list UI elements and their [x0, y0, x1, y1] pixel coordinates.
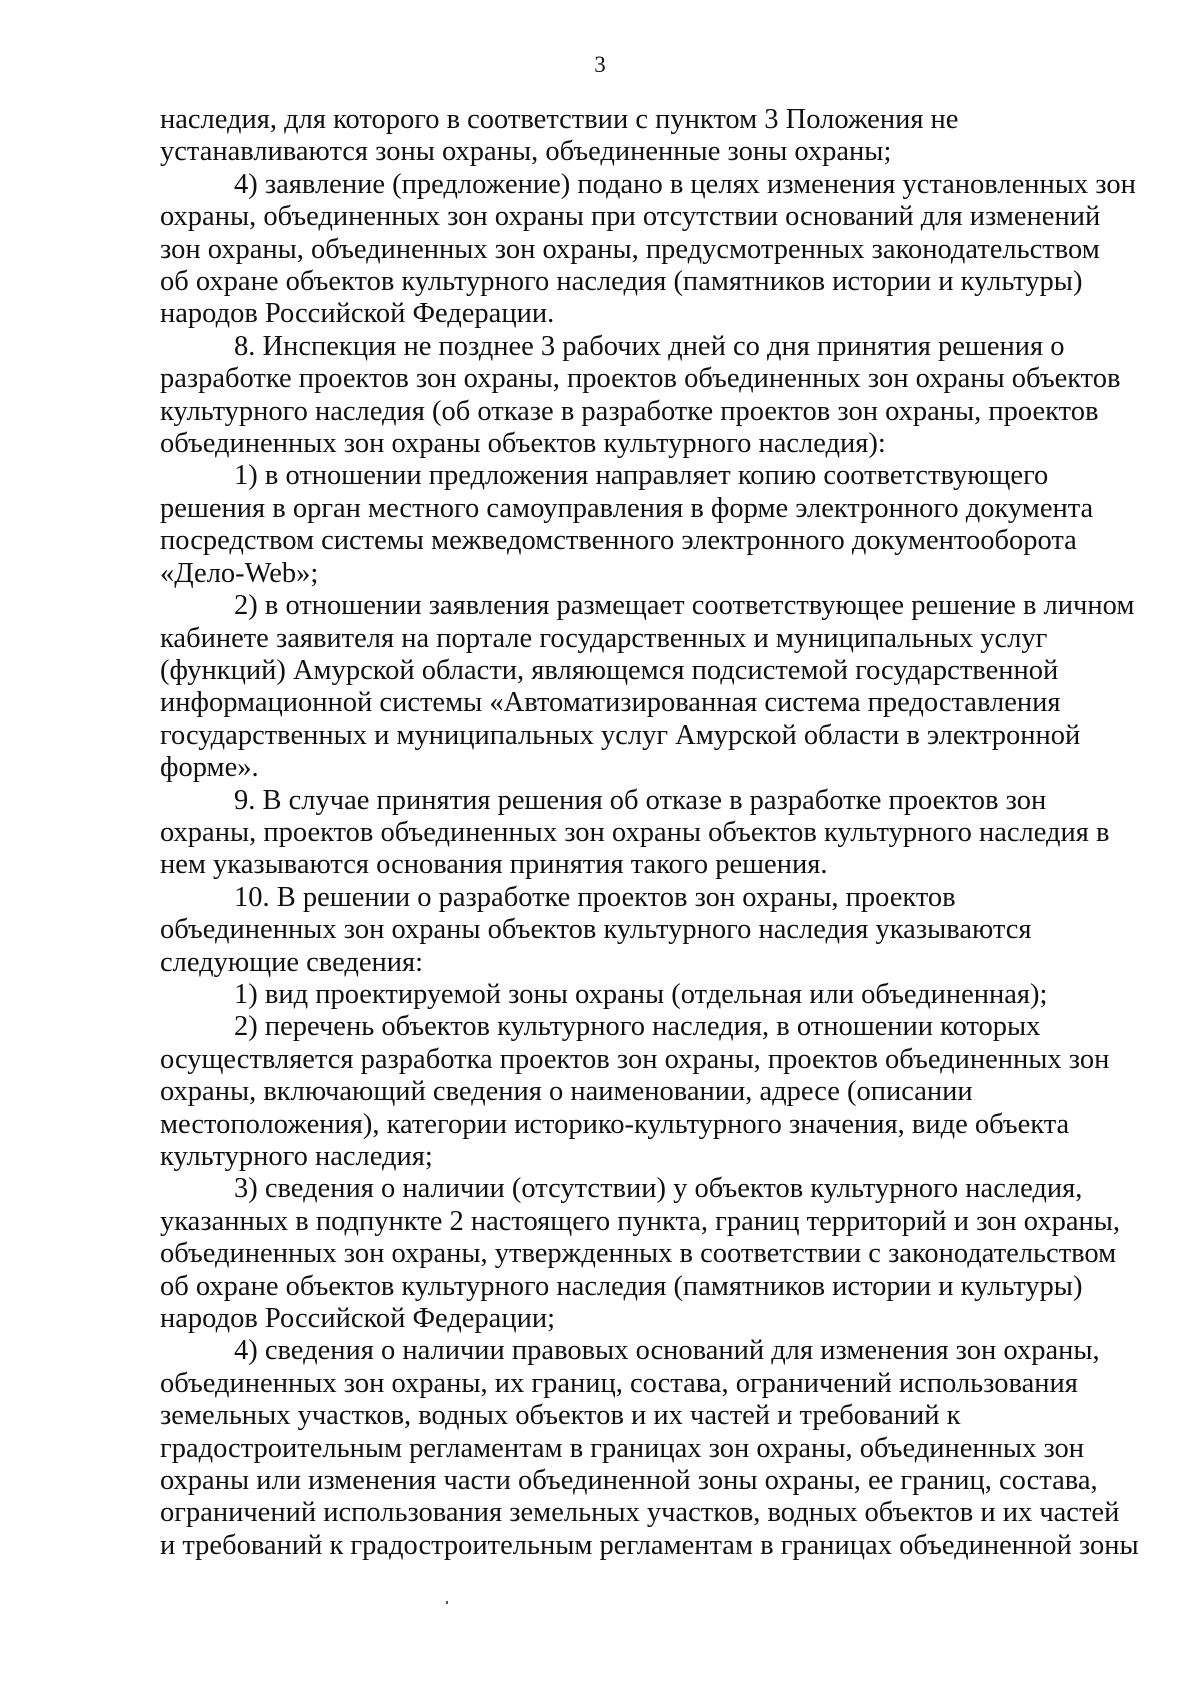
paragraph	[160, 979, 1175, 1011]
scan-speck	[446, 1601, 448, 1604]
text-line: наследия, для которого в соответствии с пунктом 3 Положения не	[160, 104, 959, 135]
paragraph	[160, 1011, 1175, 1173]
text-line: 1) вид проектируемой зоны охраны (отдельная или объединенная);	[234, 978, 1048, 1010]
text-line: об охране объектов культурного наследия (памятников истории и культуры)	[160, 1270, 1083, 1302]
text-line: 2) в отношении заявления размещает соответствующее решение в личном	[234, 590, 1135, 622]
text-line: народов Российской Федерации.	[160, 298, 555, 330]
text-line: осуществляется разработка проектов зон охраны, проектов объединенных зон	[160, 1043, 1110, 1075]
paragraph	[160, 1173, 1175, 1335]
text-line: объединенных зон охраны, их границ, состава, ограничений использования	[160, 1367, 1078, 1399]
text-line: 10. В решении о разработке проектов зон охраны, проектов	[234, 881, 956, 913]
paragraph	[160, 785, 1175, 882]
paragraph	[160, 104, 1175, 169]
text-line: посредством системы межведомственного электронного документооборота	[160, 525, 1077, 557]
text-line: информационной системы «Автоматизированная система предоставления	[160, 687, 1061, 719]
text-line: народов Российской Федерации;	[160, 1303, 556, 1335]
text-line: зон охраны, объединенных зон охраны, предусмотренных законодательством	[160, 233, 1100, 265]
text-line: объединенных зон охраны объектов культурного наследия):	[160, 428, 886, 460]
paragraph	[160, 460, 1175, 590]
document-body	[160, 104, 1175, 1562]
text-line: охраны, проектов объединенных зон охраны объектов культурного наследия в	[160, 816, 1110, 848]
text-line: 3) сведения о наличии (отсутствии) у объектов культурного наследия,	[234, 1173, 1083, 1205]
text-line: культурного наследия (об отказе в разработке проектов зон охраны, проектов	[160, 395, 1099, 427]
text-line: об охране объектов культурного наследия (памятников истории и культуры)	[160, 266, 1083, 298]
paragraph	[160, 331, 1175, 461]
text-line: 9. В случае принятия решения об отказе в разработке проектов зон	[234, 784, 1047, 816]
paragraph	[160, 169, 1175, 331]
text-line: 4) сведения о наличии правовых оснований для изменения зон охраны,	[234, 1335, 1100, 1367]
text-line: охраны или изменения части объединенной зоны охраны, ее границ, состава,	[160, 1465, 1098, 1497]
text-line: нем указываются основания принятия такого решения.	[160, 849, 828, 881]
text-line: 8. Инспекция не позднее 3 рабочих дней со дня принятия решения о	[234, 330, 1065, 362]
page-number: 3	[594, 52, 606, 77]
text-line: указанных в подпункте 2 настоящего пункта, границ территорий и зон охраны,	[160, 1205, 1121, 1237]
text-line: культурного наследия;	[160, 1141, 433, 1172]
text-line: объединенных зон охраны объектов культурного наследия указываются	[160, 914, 1032, 946]
text-line: 1) в отношении предложения направляет копию соответствующего	[234, 460, 1049, 492]
text-line: градостроительным регламентам в границах зон охраны, объединенных зон	[160, 1432, 1085, 1464]
text-line: форме».	[160, 752, 259, 784]
text-line: земельных участков, водных объектов и их частей и требований к	[160, 1400, 961, 1432]
text-line: устанавливаются зоны охраны, объединенные зоны охраны;	[160, 136, 892, 168]
text-line: охраны, включающий сведения о наименовании, адресе (описании	[160, 1076, 973, 1108]
text-line: «Дело-Web»;	[160, 557, 319, 589]
text-line: разработке проектов зон охраны, проектов объединенных зон охраны объектов	[160, 363, 1121, 395]
paragraph	[160, 882, 1175, 979]
text-line: ограничений использования земельных участков, водных объектов и их частей	[160, 1497, 1120, 1529]
text-line: охраны, объединенных зон охраны при отсутствии оснований для изменений	[160, 201, 1101, 233]
text-line: следующие сведения:	[160, 946, 424, 978]
text-line: местоположения), категории историко-культурного значения, виде объекта	[160, 1108, 1070, 1140]
text-line: (функций) Амурской области, являющемся подсистемой государственной	[160, 654, 1059, 686]
text-line: решения в орган местного самоуправления в форме электронного документа	[160, 492, 1094, 524]
paragraph	[160, 1335, 1175, 1562]
text-line: 2) перечень объектов культурного наследия, в отношении которых	[234, 1011, 1041, 1043]
text-line: 4) заявление (предложение) подано в целях изменения установленных зон	[234, 168, 1136, 200]
paragraph	[160, 590, 1175, 784]
text-line: и требований к градостроительным регламентам в границах объединенной зоны	[160, 1529, 1139, 1561]
text-line: государственных и муниципальных услуг Амурской области в электронной	[160, 719, 1081, 751]
text-line: объединенных зон охраны, утвержденных в соответствии с законодательством	[160, 1238, 1117, 1270]
text-line: кабинете заявителя на портале государственных и муниципальных услуг	[160, 622, 1048, 654]
